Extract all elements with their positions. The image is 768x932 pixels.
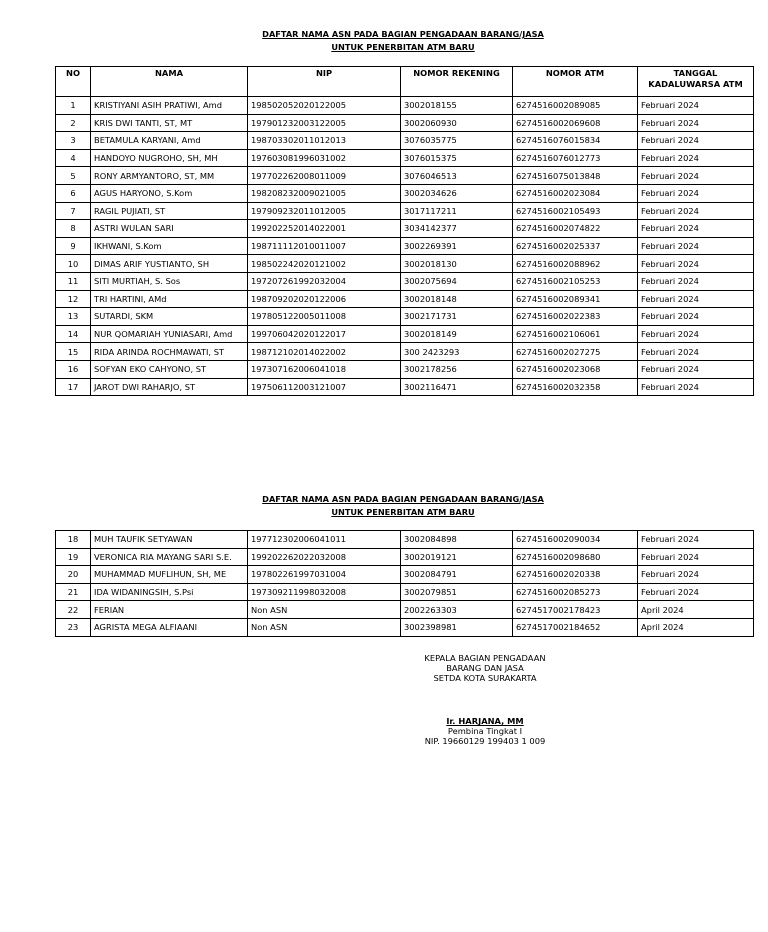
cell-nama: KRISTIYANI ASIH PRATIWI, Amd (91, 97, 248, 115)
section1-title-line1: DAFTAR NAMA ASN PADA BAGIAN PENGADAAN BARANG/JASA (262, 29, 544, 39)
cell-nama: HANDOYO NUGROHO, SH, MH (91, 149, 248, 167)
cell-rekening: 3017117211 (401, 202, 513, 220)
cell-nip: 197603081996031002 (248, 149, 401, 167)
section1-title (0, 28, 768, 54)
cell-atm: 6274516002085273 (513, 583, 638, 601)
cell-nama: AGUS HARYONO, S.Kom (91, 184, 248, 202)
cell-no: 19 (56, 548, 91, 566)
signatory-rank: Pembina Tingkat I (447, 726, 523, 737)
table-row (56, 149, 754, 167)
cell-atm: 6274516002032358 (513, 378, 638, 396)
cell-nama: MUH TAUFIK SETYAWAN (91, 531, 248, 549)
cell-no: 12 (56, 290, 91, 308)
cell-no: 16 (56, 360, 91, 378)
cell-no: 9 (56, 237, 91, 255)
cell-nip: 198502052020122005 (248, 97, 401, 115)
cell-tanggal: Februari 2024 (638, 167, 754, 185)
cell-nip: 199202252014022001 (248, 220, 401, 238)
cell-rekening: 3034142377 (401, 220, 513, 238)
cell-atm: 6274516076012773 (513, 149, 638, 167)
cell-nip: 198709202020122006 (248, 290, 401, 308)
table-row (56, 308, 754, 326)
cell-atm: 6274517002184652 (513, 618, 638, 636)
cell-no: 2 (56, 114, 91, 132)
cell-nip: 197307162006041018 (248, 360, 401, 378)
cell-tanggal: Februari 2024 (638, 220, 754, 238)
cell-tanggal: Februari 2024 (638, 531, 754, 549)
cell-no: 4 (56, 149, 91, 167)
header-tanggal (638, 67, 754, 97)
cell-rekening: 3002116471 (401, 378, 513, 396)
section2-title-line2: UNTUK PENERBITAN ATM BARU (331, 507, 475, 517)
cell-rekening: 3002075694 (401, 272, 513, 290)
cell-nama: RAGIL PUJIATI, ST (91, 202, 248, 220)
header-atm: NOMOR ATM (513, 67, 638, 97)
cell-atm: 6274517002178423 (513, 601, 638, 619)
cell-tanggal: Februari 2024 (638, 97, 754, 115)
cell-nip: 197712302006041011 (248, 531, 401, 549)
cell-nip: 197901232003122005 (248, 114, 401, 132)
table-row (56, 583, 754, 601)
cell-rekening: 3002079851 (401, 583, 513, 601)
cell-atm: 6274516002069608 (513, 114, 638, 132)
cell-atm: 6274516002088962 (513, 255, 638, 273)
cell-rekening: 3002178256 (401, 360, 513, 378)
cell-nama: DIMAS ARIF YUSTIANTO, SH (91, 255, 248, 273)
table-row (56, 548, 754, 566)
cell-nip: 197909232011012005 (248, 202, 401, 220)
signature-position-line3: SETDA KOTA SURAKARTA (433, 672, 537, 683)
cell-rekening: 3002084791 (401, 566, 513, 584)
cell-rekening: 3076015375 (401, 149, 513, 167)
cell-nip: 198712102014022002 (248, 343, 401, 361)
table-row (56, 566, 754, 584)
table-row (56, 167, 754, 185)
cell-nip: 197309211998032008 (248, 583, 401, 601)
cell-atm: 6274516002023084 (513, 184, 638, 202)
cell-nama: ASTRI WULAN SARI (91, 220, 248, 238)
table-body-1 (56, 97, 754, 396)
cell-rekening: 3002269391 (401, 237, 513, 255)
cell-nama: NUR QOMARIAH YUNIASARI, Amd (91, 325, 248, 343)
cell-tanggal: Februari 2024 (638, 114, 754, 132)
cell-nip: Non ASN (248, 618, 401, 636)
cell-tanggal: Februari 2024 (638, 272, 754, 290)
cell-nip: 197802261997031004 (248, 566, 401, 584)
cell-atm: 6274516002020338 (513, 566, 638, 584)
signatory-name: Ir. HARJANA, MM (446, 716, 524, 727)
cell-atm: 6274516002023068 (513, 360, 638, 378)
cell-tanggal: April 2024 (638, 601, 754, 619)
signature-block (405, 654, 565, 747)
table-row (56, 601, 754, 619)
section2-title (0, 493, 768, 519)
cell-no: 14 (56, 325, 91, 343)
table-row (56, 378, 754, 396)
cell-no: 21 (56, 583, 91, 601)
section2-title-line1: DAFTAR NAMA ASN PADA BAGIAN PENGADAAN BARANG/JASA (262, 494, 544, 504)
cell-tanggal: Februari 2024 (638, 325, 754, 343)
cell-atm: 6274516076015834 (513, 132, 638, 150)
cell-no: 18 (56, 531, 91, 549)
cell-atm: 6274516075013848 (513, 167, 638, 185)
table-row (56, 531, 754, 549)
cell-no: 1 (56, 97, 91, 115)
cell-atm: 6274516002105253 (513, 272, 638, 290)
cell-nip: 199202262022032008 (248, 548, 401, 566)
cell-nama: VERONICA RIA MAYANG SARI S.E. (91, 548, 248, 566)
cell-atm: 6274516002025337 (513, 237, 638, 255)
signatory-nip: NIP. 19660129 199403 1 009 (424, 735, 546, 746)
signature-position-line1: KEPALA BAGIAN PENGADAAN (424, 653, 546, 663)
cell-nama: MUHAMMAD MUFLIHUN, SH, ME (91, 566, 248, 584)
cell-rekening: 3002398981 (401, 618, 513, 636)
table-row (56, 325, 754, 343)
table-row (56, 237, 754, 255)
header-rekening: NOMOR REKENING (401, 67, 513, 97)
table-row (56, 184, 754, 202)
cell-no: 23 (56, 618, 91, 636)
cell-nama: SITI MURTIAH, S. Sos (91, 272, 248, 290)
cell-nip: 198502242020121002 (248, 255, 401, 273)
cell-nip: 197506112003121007 (248, 378, 401, 396)
cell-nama: AGRISTA MEGA ALFIAANI (91, 618, 248, 636)
cell-nip: 198711112010011007 (248, 237, 401, 255)
cell-no: 17 (56, 378, 91, 396)
cell-rekening: 3002019121 (401, 548, 513, 566)
cell-no: 8 (56, 220, 91, 238)
signature-position-line2: BARANG DAN JASA (446, 662, 524, 673)
cell-atm: 6274516002089085 (513, 97, 638, 115)
cell-nama: RONY ARMYANTORO, ST, MM (91, 167, 248, 185)
cell-tanggal: Februari 2024 (638, 548, 754, 566)
cell-nama: TRI HARTINI, AMd (91, 290, 248, 308)
cell-tanggal: Februari 2024 (638, 184, 754, 202)
cell-no: 6 (56, 184, 91, 202)
cell-no: 7 (56, 202, 91, 220)
cell-rekening: 3002018130 (401, 255, 513, 273)
header-nama: NAMA (91, 67, 248, 97)
cell-no: 11 (56, 272, 91, 290)
header-no: NO (56, 67, 91, 97)
cell-nama: SOFYAN EKO CAHYONO, ST (91, 360, 248, 378)
header-tanggal-line2: KADALUWARSA ATM (648, 79, 743, 89)
atm-table-2 (55, 530, 754, 637)
header-tanggal-line1: TANGGAL (673, 68, 718, 78)
cell-tanggal: Februari 2024 (638, 132, 754, 150)
cell-nama: FERIAN (91, 601, 248, 619)
cell-no: 10 (56, 255, 91, 273)
cell-tanggal: Februari 2024 (638, 255, 754, 273)
cell-nama: IDA WIDANINGSIH, S.Psi (91, 583, 248, 601)
cell-no: 13 (56, 308, 91, 326)
cell-rekening: 3002084898 (401, 531, 513, 549)
cell-rekening: 3076046513 (401, 167, 513, 185)
cell-rekening: 2002263303 (401, 601, 513, 619)
table-row (56, 132, 754, 150)
cell-nama: KRIS DWI TANTI, ST, MT (91, 114, 248, 132)
cell-tanggal: Februari 2024 (638, 308, 754, 326)
cell-tanggal: Februari 2024 (638, 378, 754, 396)
cell-tanggal: Februari 2024 (638, 343, 754, 361)
cell-nip: Non ASN (248, 601, 401, 619)
cell-rekening: 300 2423293 (401, 343, 513, 361)
cell-nama: BETAMULA KARYANI, Amd (91, 132, 248, 150)
cell-rekening: 3002034626 (401, 184, 513, 202)
cell-tanggal: Februari 2024 (638, 290, 754, 308)
cell-tanggal: Februari 2024 (638, 149, 754, 167)
cell-no: 22 (56, 601, 91, 619)
cell-tanggal: Februari 2024 (638, 566, 754, 584)
cell-rekening: 3076035775 (401, 132, 513, 150)
table-body-2 (56, 531, 754, 637)
cell-atm: 6274516002098680 (513, 548, 638, 566)
cell-nip: 198208232009021005 (248, 184, 401, 202)
cell-atm: 6274516002090034 (513, 531, 638, 549)
table-row (56, 97, 754, 115)
cell-nip: 197207261992032004 (248, 272, 401, 290)
cell-tanggal: Februari 2024 (638, 360, 754, 378)
cell-tanggal: April 2024 (638, 618, 754, 636)
table-row (56, 272, 754, 290)
cell-nama: RIDA ARINDA ROCHMAWATI, ST (91, 343, 248, 361)
cell-nip: 197702262008011009 (248, 167, 401, 185)
cell-no: 5 (56, 167, 91, 185)
cell-atm: 6274516002022383 (513, 308, 638, 326)
table-row (56, 220, 754, 238)
cell-no: 3 (56, 132, 91, 150)
cell-nip: 199706042020122017 (248, 325, 401, 343)
cell-nip: 197805122005011008 (248, 308, 401, 326)
atm-table-1 (55, 66, 754, 396)
table-row (56, 114, 754, 132)
table-row (56, 202, 754, 220)
table-row (56, 360, 754, 378)
cell-atm: 6274516002074822 (513, 220, 638, 238)
header-nip: NIP (248, 67, 401, 97)
cell-nama: IKHWANI, S.Kom (91, 237, 248, 255)
table-row (56, 255, 754, 273)
cell-atm: 6274516002106061 (513, 325, 638, 343)
cell-atm: 6274516002027275 (513, 343, 638, 361)
cell-rekening: 3002018148 (401, 290, 513, 308)
table-row (56, 618, 754, 636)
cell-no: 15 (56, 343, 91, 361)
table-row (56, 343, 754, 361)
cell-rekening: 3002018149 (401, 325, 513, 343)
cell-atm: 6274516002105493 (513, 202, 638, 220)
cell-nip: 198703302011012013 (248, 132, 401, 150)
cell-atm: 6274516002089341 (513, 290, 638, 308)
cell-nama: JAROT DWI RAHARJO, ST (91, 378, 248, 396)
cell-rekening: 3002171731 (401, 308, 513, 326)
cell-tanggal: Februari 2024 (638, 237, 754, 255)
section1-title-line2: UNTUK PENERBITAN ATM BARU (331, 42, 475, 52)
table-row (56, 290, 754, 308)
cell-no: 20 (56, 566, 91, 584)
table-header-row (56, 67, 754, 97)
cell-rekening: 3002018155 (401, 97, 513, 115)
cell-tanggal: Februari 2024 (638, 583, 754, 601)
cell-rekening: 3002060930 (401, 114, 513, 132)
cell-nama: SUTARDI, SKM (91, 308, 248, 326)
cell-tanggal: Februari 2024 (638, 202, 754, 220)
